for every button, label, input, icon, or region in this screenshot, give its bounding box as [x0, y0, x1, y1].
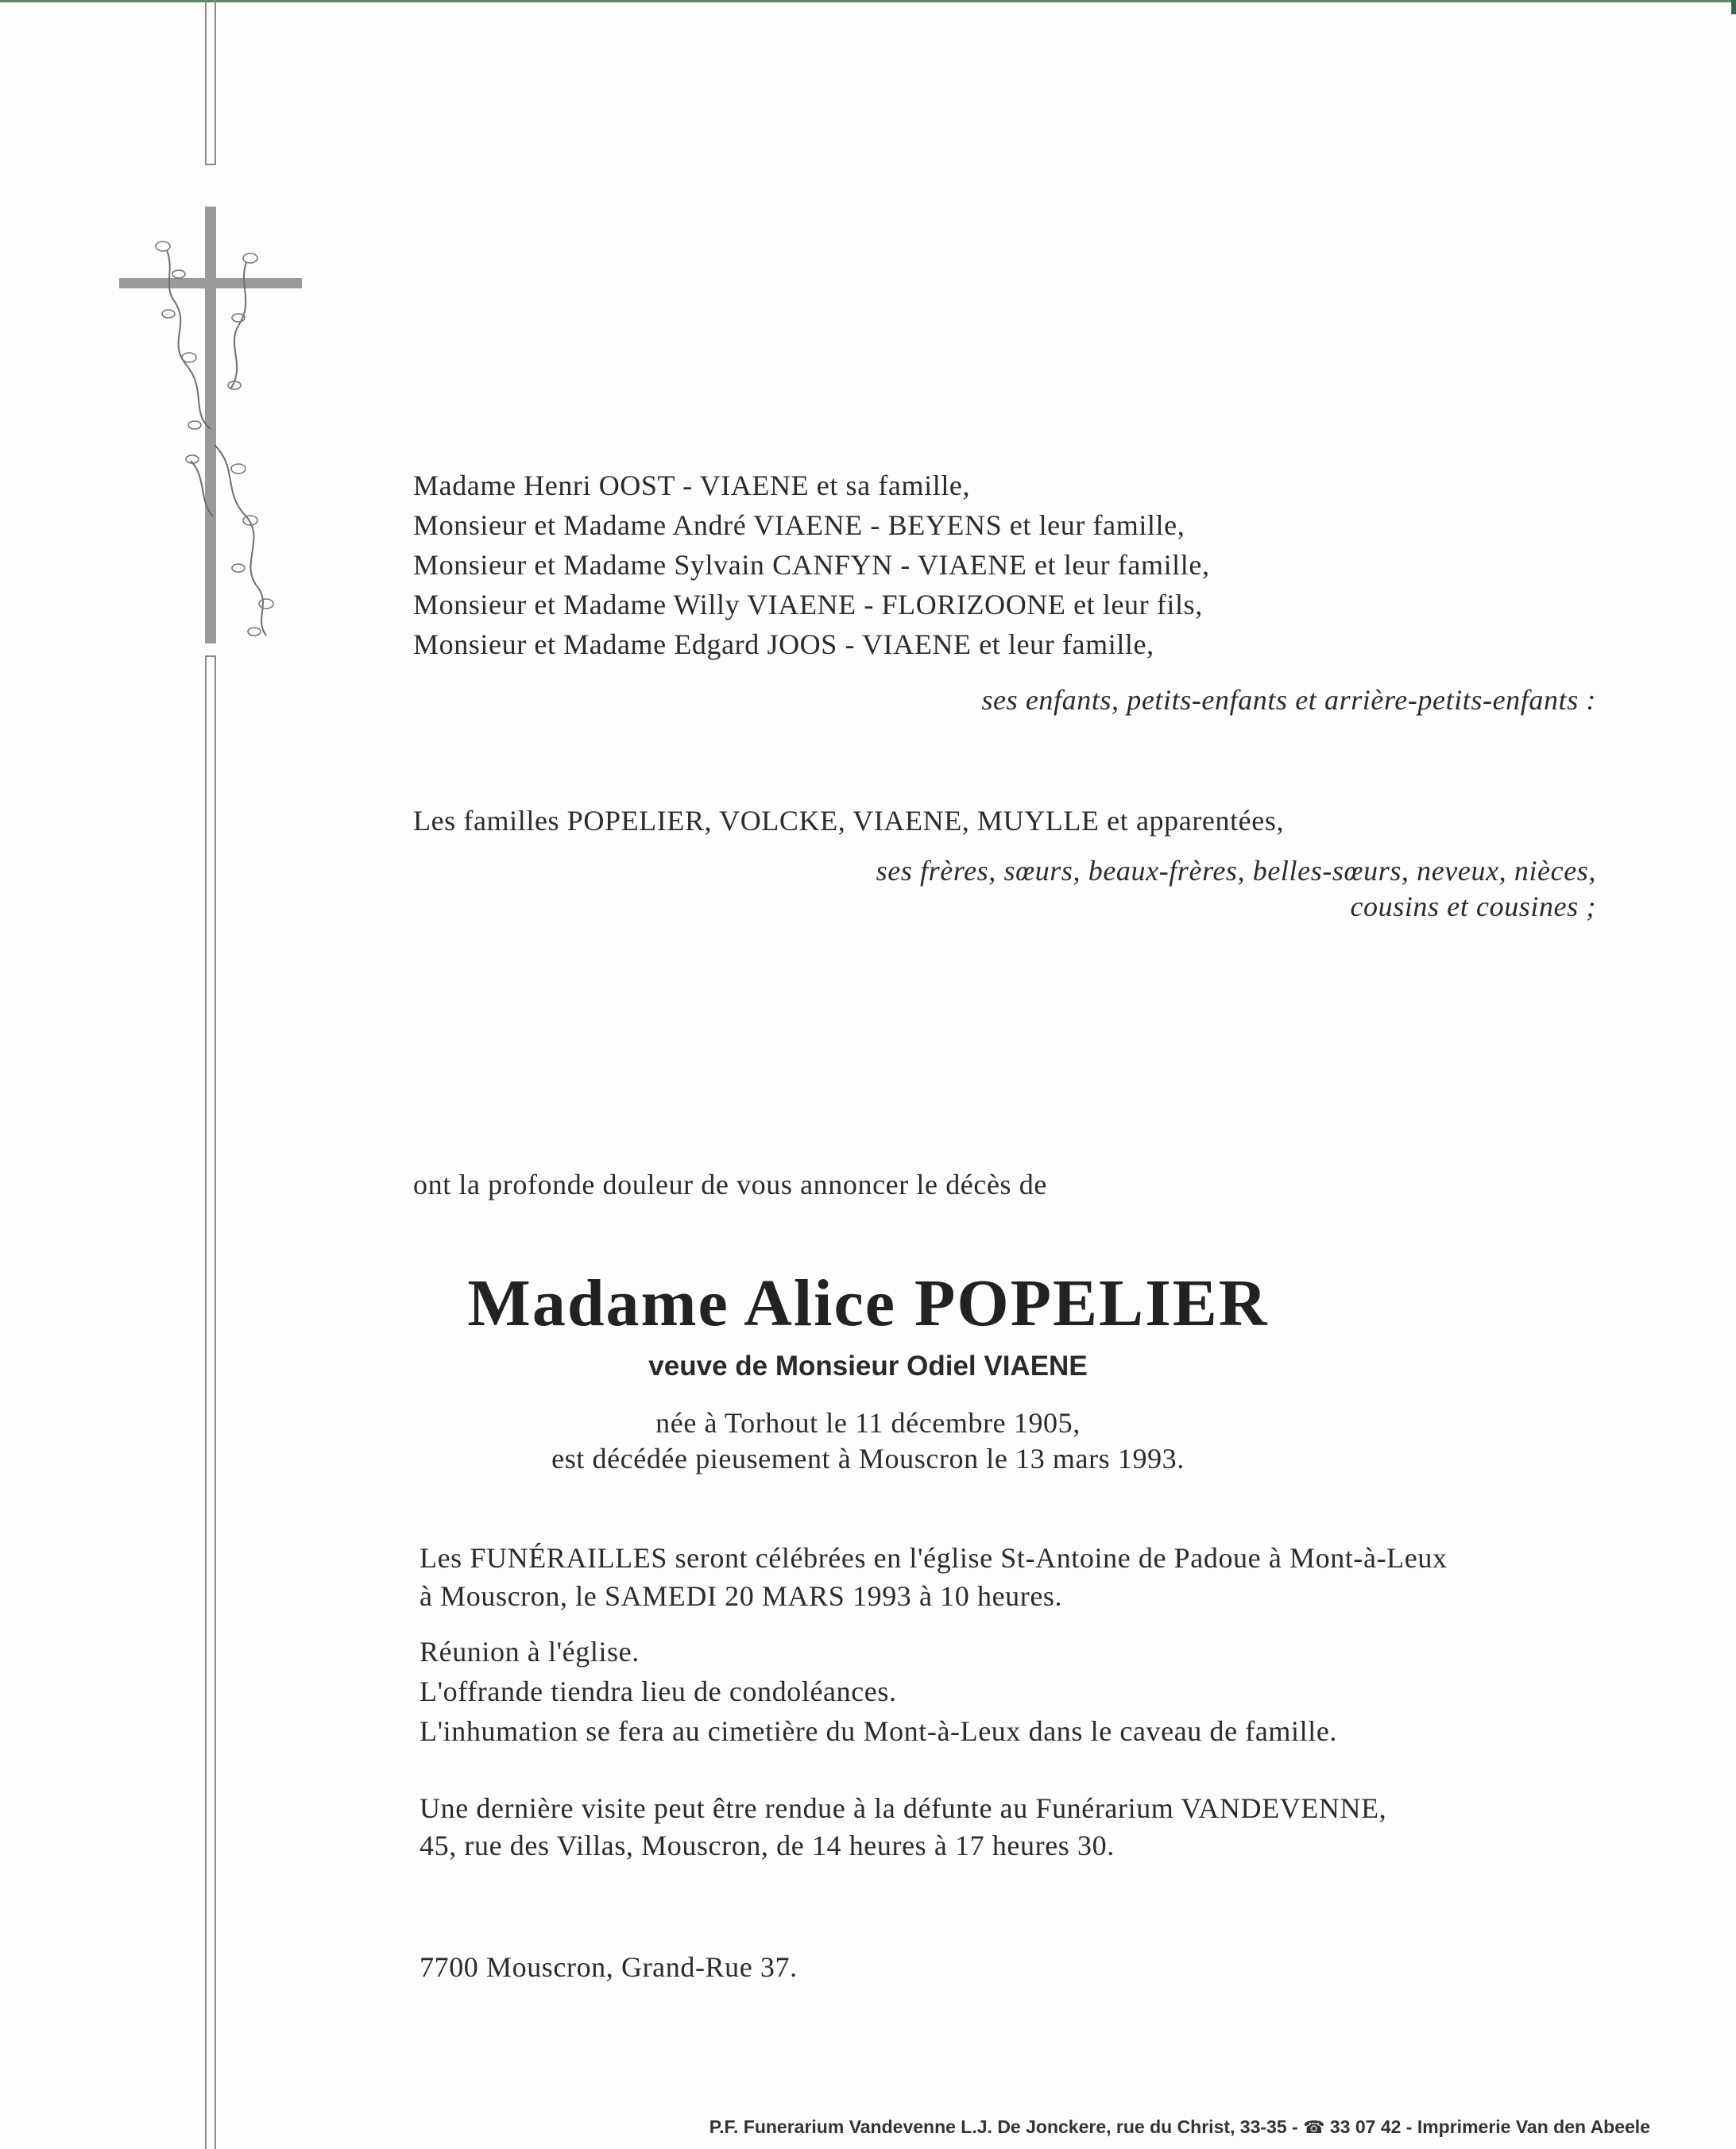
visit-line-2: 45, rue des Villas, Mouscron, de 14 heures à 17 heures 30. [420, 1830, 1115, 1861]
widow-of: veuve de Monsieur Odiel VIAENE [648, 1351, 1088, 1382]
family-line: Monsieur et Madame Edgard JOOS - VIAENE et leur famille, [413, 628, 1154, 660]
relatives-relation-2: cousins et cousines ; [1350, 891, 1596, 922]
burial-line: L'inhumation se fera au cimetière du Mont-à-Leux dans le caveau de famille. [420, 1715, 1338, 1747]
footer-text-before: P.F. Funerarium Vandevenne L.J. De Jonckere, rue du Christ, 33-35 - [709, 2116, 1304, 2137]
offering-line: L'offrande tiendra lieu de condoléances. [420, 1676, 897, 1707]
death-line: est décédée pieusement à Mouscron le 13 mars 1993. [551, 1443, 1185, 1475]
meeting-line: Réunion à l'église. [420, 1636, 640, 1668]
vertical-rule-top [205, 0, 216, 165]
footer-text-after: 33 07 42 - Imprimerie Van den Abeele [1324, 2116, 1650, 2137]
relatives-line: Les familles POPELIER, VOLCKE, VIAENE, MUYLLE et apparentées, [413, 805, 1285, 837]
family-line: Monsieur et Madame Sylvain CANFYN - VIAENE et leur famille, [413, 549, 1210, 581]
announcement: ont la profonde douleur de vous annoncer le décès de [413, 1169, 1047, 1200]
telephone-icon: ☎ [1303, 2117, 1325, 2137]
address: 7700 Mouscron, Grand-Rue 37. [420, 1951, 798, 1983]
funeral-line-2: à Mouscron, le SAMEDI 20 MARS 1993 à 10 heures. [420, 1580, 1063, 1612]
corner-mark [1731, 0, 1736, 14]
relatives-relation-1: ses frères, sœurs, beaux-frères, belles-sœurs, neveux, nièces, [876, 855, 1596, 887]
top-edge [0, 0, 1736, 2]
birth-line: née à Torhout le 11 décembre 1905, [655, 1407, 1081, 1439]
cross-with-vine-icon [119, 207, 302, 644]
funeral-line-1: Les FUNÉRAILLES seront célébrées en l'église St-Antoine de Padoue à Mont-à-Leux [420, 1542, 1448, 1574]
printer-footer [709, 2116, 1650, 2138]
family-relation: ses enfants, petits-enfants et arrière-petits-enfants : [981, 684, 1596, 716]
vertical-rule-bottom [205, 655, 216, 2149]
deceased-name: Madame Alice POPELIER [467, 1266, 1269, 1340]
family-line: Monsieur et Madame André VIAENE - BEYENS et leur famille, [413, 509, 1185, 541]
family-line: Monsieur et Madame Willy VIAENE - FLORIZOONE et leur fils, [413, 589, 1203, 620]
visit-line-1: Une dernière visite peut être rendue à la défunte au Funérarium VANDEVENNE, [420, 1792, 1387, 1824]
family-line: Madame Henri OOST - VIAENE et sa famille, [413, 470, 971, 501]
